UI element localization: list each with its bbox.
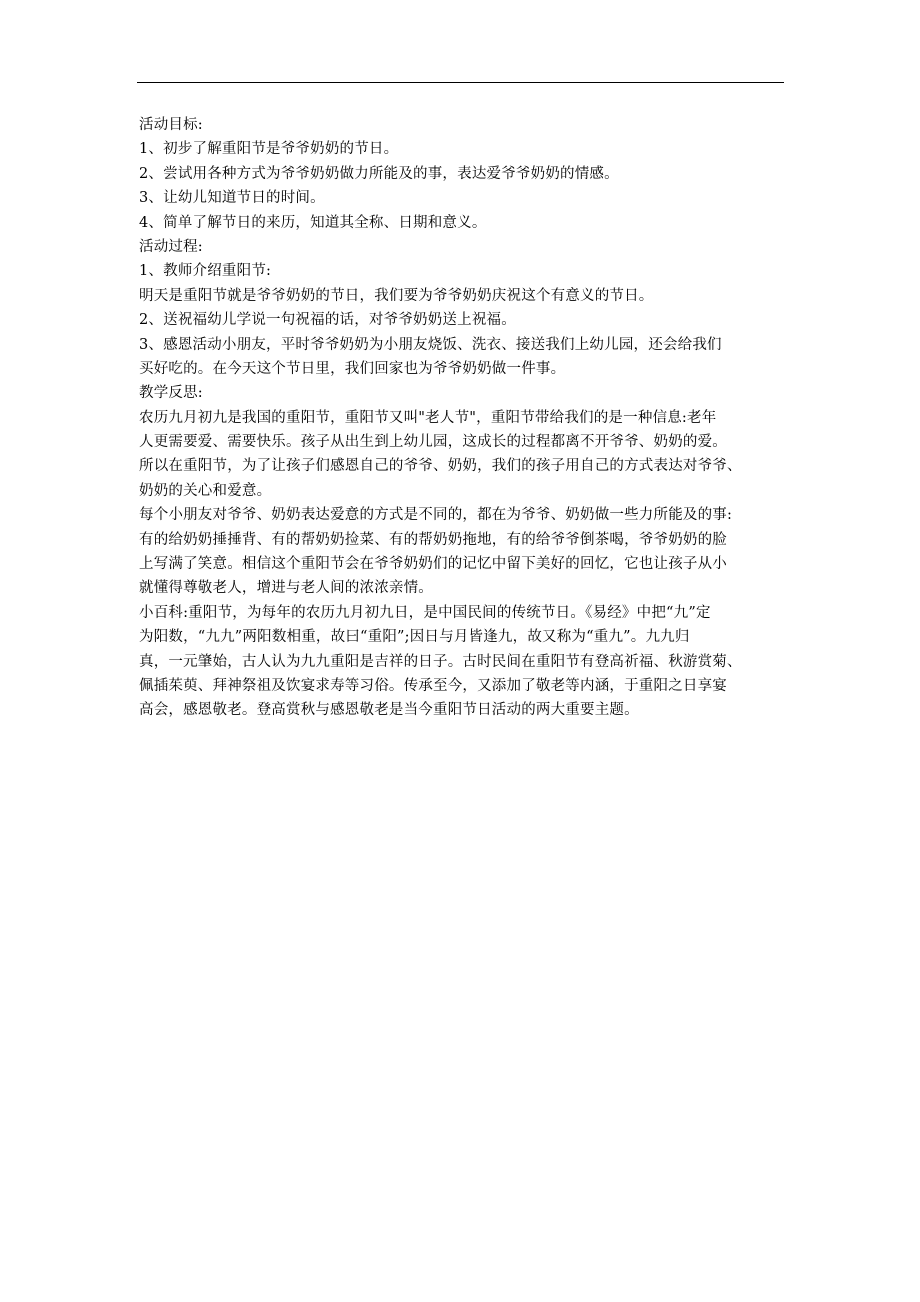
- encyclopedia-line3: 真，一元肇始，古人认为九九重阳是吉祥的日子。古时民间在重阳节有登高祈福、秋游赏菊、: [139, 653, 742, 670]
- reflection-para2-line1: 每个小朋友对爷爷、奶奶表达爱意的方式是不同的，都在为爷爷、奶奶做一些力所能及的事:: [139, 507, 733, 524]
- reflection-para2-line3: 上写满了笑意。相信这个重阳节会在爷爷奶奶们的记忆中留下美好的回忆，它也让孩子从小: [139, 556, 727, 573]
- goal-item-2: 2、尝试用各种方式为爷爷奶奶做力所能及的事，表达爱爷爷奶奶的情感。: [139, 165, 619, 182]
- reflection-para2-line4: 就懂得尊敬老人，增进与老人间的浓浓亲情。: [139, 580, 433, 597]
- header-rule: [137, 82, 784, 83]
- process-step-1: 1、教师介绍重阳节:: [139, 263, 272, 280]
- encyclopedia-line4: 佩插茱萸、拜神祭祖及饮宴求寿等习俗。传承至今，又添加了敬老等内涵，于重阳之日享宴: [139, 677, 727, 694]
- reflection-para1-line2: 人更需要爱、需要快乐。孩子从出生到上幼儿园，这成长的过程都离不开爷爷、奶奶的爱。: [139, 434, 727, 451]
- goals-heading: 活动目标:: [139, 117, 203, 133]
- reflection-para1-line1: 农历九月初九是我国的重阳节，重阳节又叫"老人节"，重阳节带给我们的是一种信息:老年: [139, 409, 717, 426]
- encyclopedia-line1: 小百科:重阳节，为每年的农历九月初九日，是中国民间的传统节日。《易经》中把“九”定: [139, 604, 711, 621]
- process-step-3: 3、感恩活动小朋友，平时爷爷奶奶为小朋友烧饭、洗衣、接送我们上幼儿园，还会给我们: [139, 336, 722, 353]
- process-step-1-text: 明天是重阳节就是爷爷奶奶的节日，我们要为爷爷奶奶庆祝这个有意义的节日。: [139, 287, 654, 304]
- process-step-2: 2、送祝福幼儿学说一句祝福的话，对爷爷奶奶送上祝福。: [139, 312, 516, 329]
- goal-item-4: 4、简单了解节日的来历，知道其全称、日期和意义。: [139, 214, 487, 231]
- reflection-para1-line3: 所以在重阳节，为了让孩子们感恩自己的爷爷、奶奶，我们的孩子用自己的方式表达对爷爷、: [139, 458, 742, 475]
- process-heading: 活动过程:: [139, 238, 203, 255]
- reflection-para1-line4: 奶奶的关心和爱意。: [139, 482, 272, 499]
- encyclopedia-line2: 为阳数，“九九”两阳数相重，故曰“重阳”;因日与月皆逢九，故又称为“重九”。九九归: [139, 629, 690, 646]
- process-step-3-cont: 买好吃的。在今天这个节日里，我们回家也为爷爷奶奶做一件事。: [139, 360, 566, 377]
- goal-item-1: 1、初步了解重阳节是爷爷奶奶的节日。: [139, 141, 399, 158]
- encyclopedia-line5: 高会，感恩敬老。登高赏秋与感恩敬老是当今重阳节日活动的两大重要主题。: [139, 702, 639, 719]
- document-body: [139, 113, 789, 723]
- reflection-heading: 教学反思:: [139, 385, 203, 402]
- reflection-para2-line2: 有的给奶奶捶捶背、有的帮奶奶捡菜、有的帮奶奶拖地，有的给爷爷倒茶喝，爷爷奶奶的脸: [139, 531, 727, 548]
- goal-item-3: 3、让幼儿知道节日的时间。: [139, 190, 325, 207]
